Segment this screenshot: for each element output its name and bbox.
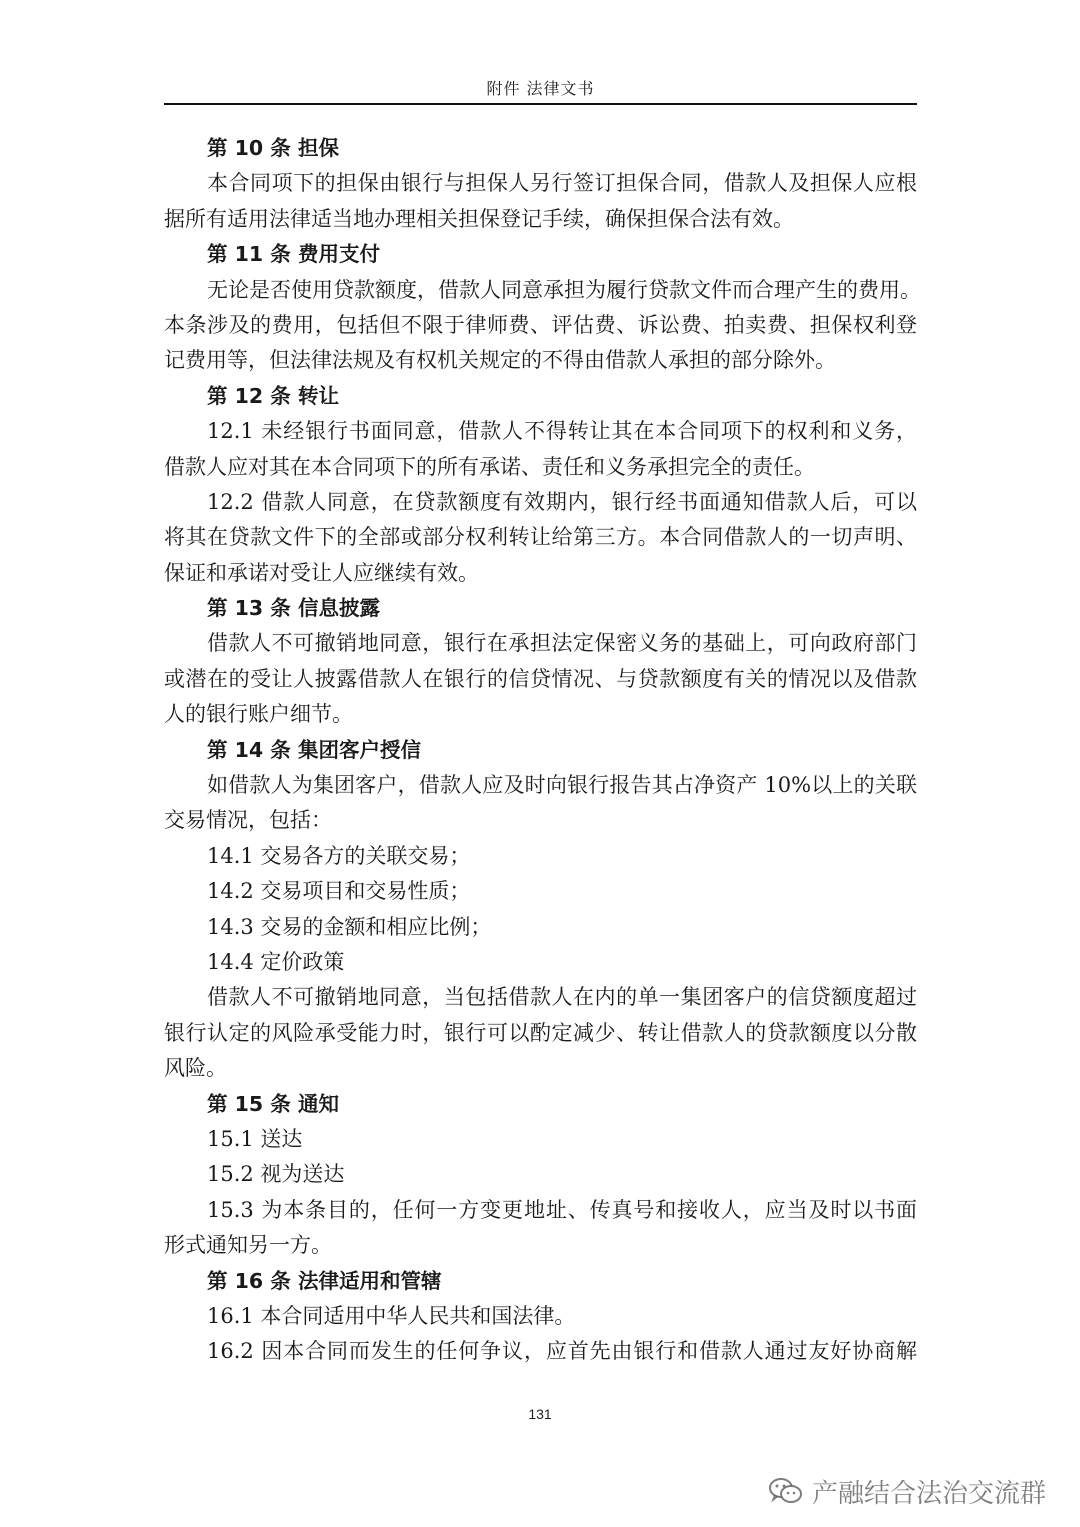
paragraph-line: 风险。 — [164, 1056, 227, 1081]
paragraph-line: 15.2 视为送达 — [207, 1162, 345, 1187]
paragraph-line: 形式通知另一方。 — [164, 1233, 332, 1258]
paragraph-line: 14.1 交易各方的关联交易； — [207, 843, 471, 868]
paragraph-line: 本合同项下的担保由银行与担保人另行签订担保合同，借款人及担保人应根 — [207, 171, 917, 196]
paragraph-line: 据所有适用法律适当地办理相关担保登记手续，确保担保合法有效。 — [164, 206, 794, 231]
section-heading: 第 12 条 转让 — [207, 383, 339, 408]
page-header: 附件 法律文书 — [486, 79, 595, 98]
paragraph-line: 记费用等，但法律法规及有权机关规定的不得由借款人承担的部分除外。 — [164, 348, 836, 373]
paragraph-line: 如借款人为集团客户，借款人应及时向银行报告其占净资产 10%以上的关联 — [207, 773, 917, 798]
section-heading: 第 13 条 信息披露 — [207, 596, 380, 621]
section-heading: 第 14 条 集团客户授信 — [207, 737, 421, 762]
section-heading: 第 11 条 费用支付 — [207, 242, 380, 267]
header-rule — [164, 103, 917, 105]
paragraph-line: 15.1 送达 — [207, 1126, 303, 1151]
watermark — [768, 1466, 1046, 1516]
paragraph-line: 银行认定的风险承受能力时，银行可以酌定减少、转让借款人的贷款额度以分散 — [164, 1020, 917, 1045]
paragraph-line: 16.1 本合同适用中华人民共和国法律。 — [207, 1303, 576, 1328]
paragraph-line: 14.2 交易项目和交易性质； — [207, 879, 471, 904]
paragraph-line: 12.2 借款人同意，在贷款额度有效期内，银行经书面通知借款人后，可以 — [207, 489, 917, 514]
section-heading: 第 15 条 通知 — [207, 1091, 339, 1116]
paragraph-line: 人的银行账户细节。 — [164, 702, 353, 727]
section-heading: 第 10 条 担保 — [207, 136, 339, 160]
paragraph-line: 将其在贷款文件下的全部或部分权利转让给第三方。本合同借款人的一切声明、 — [164, 525, 917, 550]
paragraph-line: 14.3 交易的金额和相应比例； — [207, 914, 492, 939]
paragraph-line: 14.4 定价政策 — [207, 949, 345, 974]
paragraph-line: 保证和承诺对受让人应继续有效。 — [164, 560, 479, 585]
paragraph-line: 借款人不可撤销地同意，当包括借款人在内的单一集团客户的信贷额度超过 — [207, 985, 917, 1010]
paragraph-line: 或潜在的受让人披露借款人在银行的信贷情况、与贷款额度有关的情况以及借款 — [164, 666, 917, 691]
paragraph-line: 12.1 未经银行书面同意，借款人不得转让其在本合同项下的权利和义务， — [207, 419, 917, 444]
page-number: 131 — [528, 1406, 552, 1422]
watermark-text: 产融结合法治交流群 — [811, 1478, 1046, 1509]
paragraph-line: 15.3 为本条目的，任何一方变更地址、传真号和接收人，应当及时以书面 — [207, 1197, 917, 1222]
paragraph-line: 借款人不可撤销地同意，银行在承担法定保密义务的基础上，可向政府部门 — [207, 631, 917, 656]
paragraph-line: 无论是否使用贷款额度，借款人同意承担为履行贷款文件而合理产生的费用。 — [207, 277, 921, 302]
paragraph-line: 借款人应对其在本合同项下的所有承诺、责任和义务承担完全的责任。 — [164, 454, 815, 479]
paragraph-line: 交易情况，包括： — [164, 808, 332, 833]
wechat-icon — [768, 1476, 804, 1506]
document-body — [164, 131, 921, 1370]
paragraph-line: 本条涉及的费用，包括但不限于律师费、评估费、诉讼费、拍卖费、担保权利登 — [164, 312, 917, 337]
section-heading: 第 16 条 法律适用和管辖 — [207, 1268, 442, 1293]
paragraph-line: 16.2 因本合同而发生的任何争议，应首先由银行和借款人通过友好协商解 — [207, 1339, 917, 1364]
